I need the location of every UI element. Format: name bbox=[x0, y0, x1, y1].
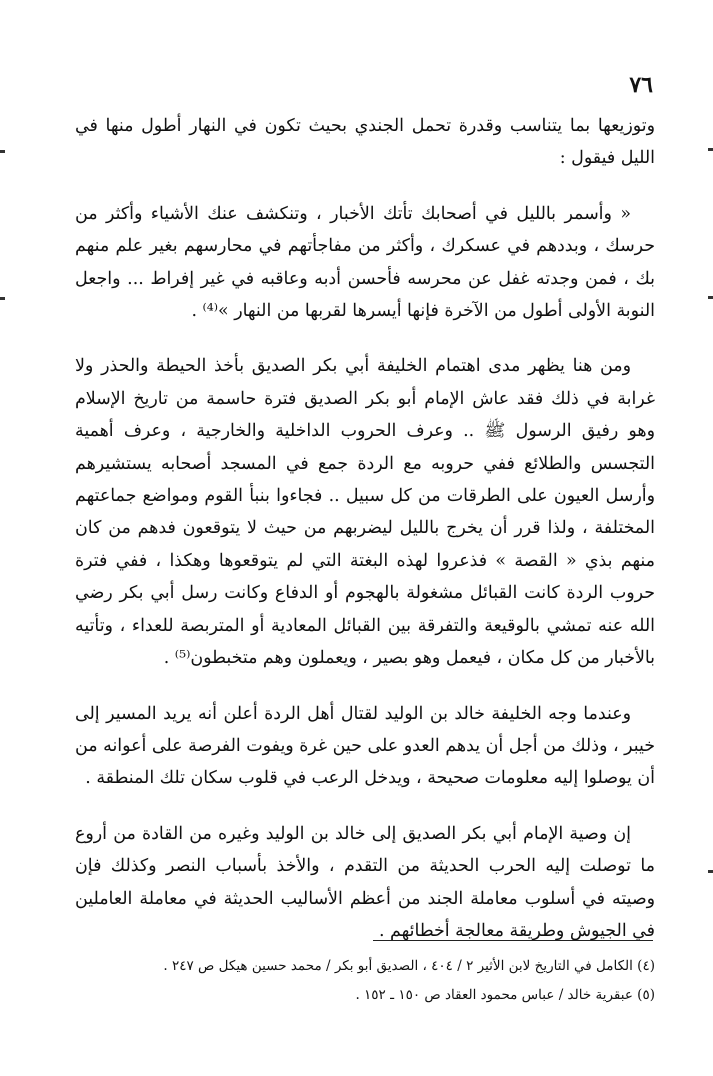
paragraph-5: إن وصية الإمام أبي بكر الصديق إلى خالد بن الوليد وغيره من القادة من أروع ما توصلت إليه الحرب الحديثة من التقدم ، والأخذ بأسباب النصر وكذلك فإن وصيته في أسلوب معاملة الجند من أعظم الأساليب الحديثة في معاملة العاملين في الجيوش وطريقة معالجة أخطائهم . bbox=[75, 823, 655, 941]
scan-margin-mark bbox=[708, 870, 713, 873]
page-number: ٧٦ bbox=[629, 72, 653, 98]
paragraph-1: وتوزيعها بما يتناسب وقدرة تحمل الجندي بحيث تكون في النهار أطول منها في الليل فيقول : bbox=[75, 116, 655, 169]
main-text bbox=[75, 110, 655, 970]
paragraph-3: ومن هنا يظهر مدى اهتمام الخليفة أبي بكر الصديق بأخذ الحيطة والحذر ولا غرابة في ذلك فقد عاش الإمام أبو بكر الصديق فترة حاسمة من تاريخ الإسلام وهو رفيق الرسول ﷺ .. وعرف الحروب الداخلية والخارجية ، وعرف أهمية التجسس والطلائع ففي حروبه مع الردة جمع في المسجد أصحابه يستشيرهم وأرسل العيون على الطرقات من كل سبيل .. فجاءوا بنبأ القوم ومواضع جماعتهم المختلفة ، ولذا قرر أن يخرج بالليل ليضربهم من حيث لا يتوقعون فدهم من كان منهم بذي « القصة » فذعروا لهذه البغتة التي لم يتوقعوها وهكذا ، ففي فترة حروب الردة كانت القبائل مشغولة بالهجوم أو الدفاع وكانت رسل أبي بكر رضي الله عنه تمشي بالوقيعة والتفرقة بين القبائل المعادية أو المتربصة للعداء ، وتأتيه بالأخبار من كل مكان ، فيعمل وهو بصير ، ويعملون وهم متخبطون⁽⁵⁾ . bbox=[75, 356, 655, 669]
paragraph-4: وعندما وجه الخليفة خالد بن الوليد لقتال أهل الردة أعلن أنه يريد المسير إلى خيبر ، وذلك من أجل أن يدهم العدو على حين غرة ويفوت الفرصة على أعوانه من أن يوصلوا إليه معلومات صحيحة ، ويدخل الرعب في قلوب سكان تلك المنطقة . bbox=[75, 703, 655, 789]
footnote-5: (٥) عبقرية خالد / عباس محمود العقاد ص ١٥٠ ـ ١٥٢ . bbox=[355, 987, 655, 1003]
scan-margin-mark bbox=[0, 150, 5, 153]
footnotes bbox=[75, 952, 655, 1010]
footnote-separator bbox=[373, 940, 653, 941]
scan-margin-mark bbox=[0, 297, 5, 300]
scan-margin-mark bbox=[708, 296, 713, 299]
scan-margin-mark bbox=[708, 148, 713, 151]
footnote-4: (٤) الكامل في التاريخ لابن الأثير ٢ / ٤٠٤ ، الصديق أبو بكر / محمد حسين هيكل ص ٢٤٧ . bbox=[163, 958, 655, 974]
paragraph-2-quote: « وأسمر بالليل في أصحابك تأتك الأخبار ، وتنكشف عنك الأشياء وأكثر من حرسك ، وبددهم في عسكرك ، وأكثر من مفاجأتهم في محارسهم بغير علم منهم بك ، فمن وجدته غفل عن محرسه فأحسن أدبه وعاقبه في غير إفراط ... واجعل النوبة الأولى أطول من الآخرة فإنها أيسرها لقربها من النهار »⁽⁴⁾ . bbox=[75, 203, 655, 322]
